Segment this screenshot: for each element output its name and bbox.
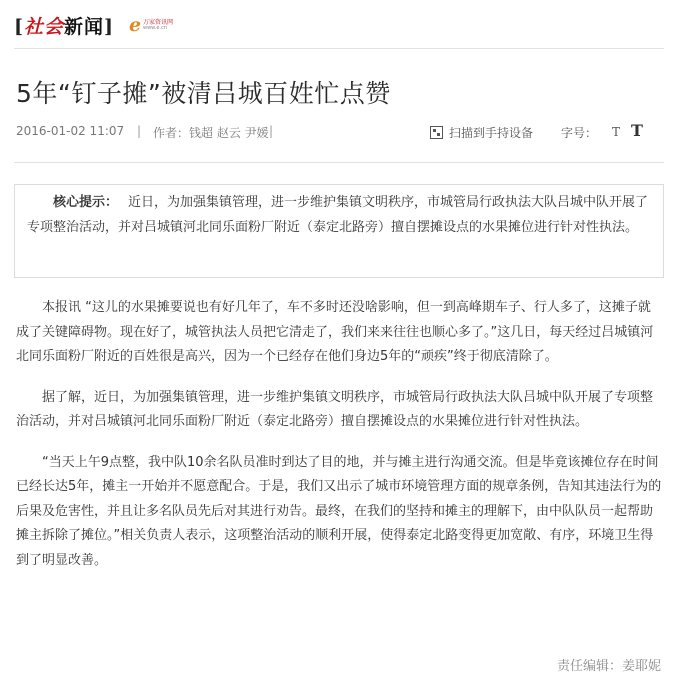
summary-text: 近日，为加强集镇管理，进一步维护集镇文明秩序，市城管局行政执法大队吕城中队开展了专项整治活动，并对吕城镇河北同乐面粉厂附近（泰定北路旁）擅自摆摊设点的水果摊位进行针对性执法。 bbox=[27, 195, 649, 235]
logo-line1: 万家资讯网 bbox=[143, 19, 174, 26]
site-header bbox=[14, 8, 664, 49]
qr-code-icon bbox=[430, 126, 443, 139]
article-title: 5年“钉子摊”被清吕城百姓忙点赞 bbox=[16, 79, 391, 108]
body-paragraph: 据了解，近日，为加强集镇管理，进一步维护集镇文明秩序，市城管局行政执法大队吕城中队开展了专项整治活动，并对吕城镇河北同乐面粉厂附近（泰定北路旁）擅自摆摊设点的水果摊位进行针对性执法。 bbox=[16, 389, 654, 429]
scan-to-device-button[interactable] bbox=[430, 124, 533, 141]
title-divider bbox=[14, 162, 664, 163]
meta-separator: | bbox=[269, 124, 274, 138]
section-brand[interactable] bbox=[14, 12, 114, 39]
brand-red-text: 社会 bbox=[24, 16, 65, 38]
body-paragraph: 本报讯 “这儿的水果摊要说也有好几年了，车不多时还没啥影响，但一到高峰期车子、行人多了，这摊子就成了关键障碍物。现在好了，城管执法人员把它清走了，我们来来往往也顺心多了。”这几日，每天经过吕城镇河北同乐面粉厂附近的百姓很是高兴，因为一个已经存在他们身边5年的“顽疾”终于彻底清除了。 bbox=[16, 300, 654, 364]
meta-separator: | bbox=[137, 124, 142, 138]
site-logo[interactable] bbox=[129, 14, 187, 36]
article-meta bbox=[16, 121, 664, 144]
font-size-label: 字号： bbox=[561, 126, 598, 140]
scan-label: 扫描到手持设备 bbox=[449, 126, 534, 140]
brand-black-text: 新闻 bbox=[64, 16, 105, 38]
body-paragraph: “当天上午9点整，我中队10余名队员准时到达了目的地，并与摊主进行沟通交流。但是毕竟该摊位存在时间已经长达5年，摊主一开始并不愿意配合。于是，我们又出示了城市环境管理方面的规章条例，告知其违法行为的后果及危害性，并且让多名队员先后对其进行劝告。最终，在我们的坚持和摊主的理解下，由中队队员一起帮助摊主拆除了摊位。”相关负责人表示，这项整治活动的顺利开展，使得泰定北路变得更加宽敞、有序，环境卫生得到了明显改善。 bbox=[16, 454, 662, 568]
bracket-left: [ bbox=[14, 16, 24, 38]
summary-paragraph bbox=[27, 191, 651, 240]
font-large-button[interactable]: T bbox=[631, 121, 643, 140]
logo-line2: www.e.cn bbox=[143, 25, 167, 31]
article-body bbox=[16, 296, 662, 589]
e-logo-icon: e bbox=[129, 14, 142, 36]
summary-box bbox=[14, 184, 664, 278]
bracket-right: ] bbox=[104, 16, 115, 38]
summary-label: 核心提示： bbox=[53, 195, 119, 210]
authors: 作者：钱超 赵云 尹媛 bbox=[153, 126, 269, 140]
font-small-button[interactable]: T bbox=[612, 125, 621, 139]
responsible-editor: 责任编辑：姜耶妮 bbox=[556, 659, 661, 674]
publish-date: 2016-01-02 11:07 bbox=[16, 124, 125, 138]
